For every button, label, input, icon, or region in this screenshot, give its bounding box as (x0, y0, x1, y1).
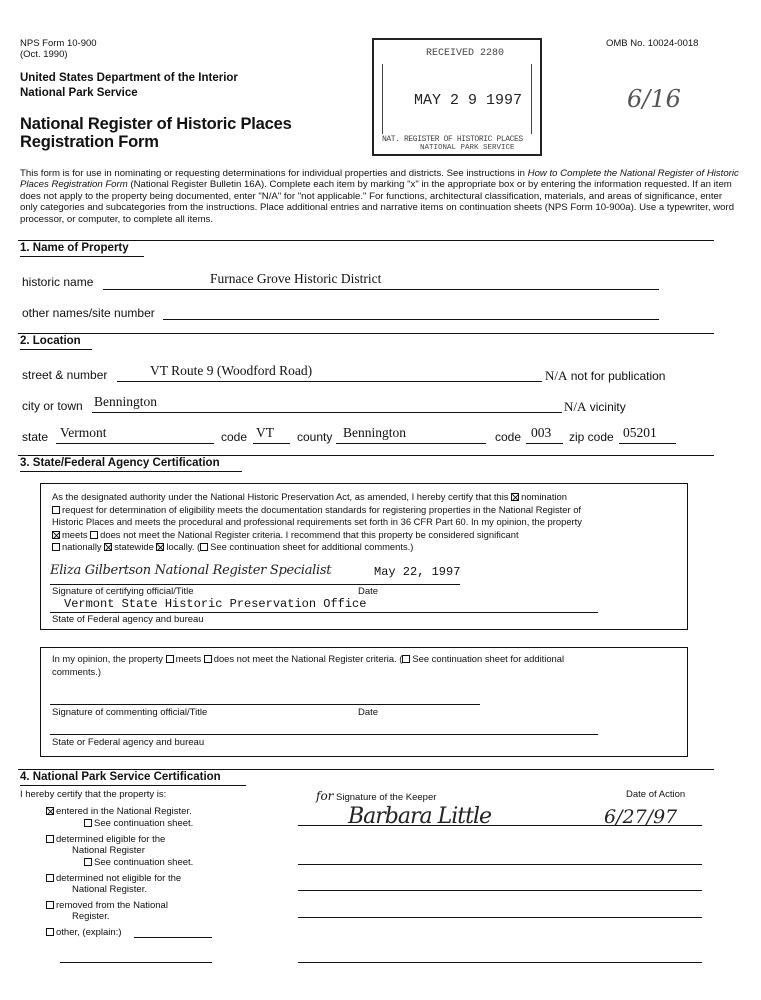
bureau-label: State or Federal agency and bureau (52, 737, 205, 748)
section1-heading: 1. Name of Property (20, 242, 129, 254)
nationally-checkbox[interactable] (52, 543, 60, 551)
opinion-meets-checkbox[interactable] (166, 655, 174, 663)
removed-option-line2: Register. (72, 911, 110, 922)
department: United States Department of the Interior (20, 72, 238, 84)
other-option: other, (explain:) (46, 927, 121, 938)
form-number: NPS Form 10-900 (20, 38, 97, 49)
historic-name-value[interactable]: Furnace Grove Historic District (210, 271, 382, 286)
service: National Park Service (20, 87, 138, 99)
other-names-label: other names/site number (22, 306, 155, 320)
stamp-line1: NAT. REGISTER OF HISTORIC PLACES (382, 135, 523, 144)
zip-value[interactable]: 05201 (623, 425, 657, 440)
vicinity: N/A vicinity (564, 399, 626, 414)
form-date: (Oct. 1990) (20, 49, 68, 60)
received-stamp (372, 38, 542, 156)
handwritten-note: 6/16 (627, 85, 681, 113)
state-label: state (22, 430, 49, 444)
city-value[interactable]: Bennington (94, 394, 157, 409)
certifying-date-label: Date (358, 586, 379, 597)
street-label: street & number (22, 368, 108, 382)
omb-number: OMB No. 10024-0018 (606, 38, 699, 49)
section2-heading: 2. Location (20, 335, 81, 347)
certifying-date: May 22, 1997 (374, 565, 461, 579)
county-code-label: code (495, 430, 522, 444)
see-continuation-1: See continuation sheet. (84, 818, 193, 829)
not-for-publication: N/A not for publication (545, 368, 666, 383)
eligible-option: determined eligible for the (46, 834, 165, 845)
city-label: city or town (22, 399, 83, 413)
see-continuation-2: See continuation sheet. (84, 857, 193, 868)
agency-value: Vermont State Historic Preservation Office (64, 597, 367, 611)
state-code-value[interactable]: VT (256, 425, 274, 440)
agency-label: State of Federal agency and bureau (52, 614, 204, 625)
street-value[interactable]: VT Route 9 (Woodford Road) (150, 363, 313, 378)
stamp-received: RECEIVED 2280 (426, 48, 505, 59)
section4-heading: 4. National Park Service Certification (20, 771, 221, 783)
commenting-signature-label: Signature of commenting official/Title (52, 707, 208, 718)
not-eligible-option: determined not eligible for the (46, 873, 181, 884)
stamp-date: MAY 2 9 1997 (414, 92, 523, 109)
request-checkbox[interactable] (52, 506, 60, 514)
opinion-continuation-checkbox[interactable] (402, 655, 410, 663)
not-eligible-checkbox[interactable] (46, 874, 54, 882)
entered-checkbox[interactable] (46, 807, 54, 815)
other-checkbox[interactable] (46, 928, 54, 936)
county-code-value[interactable]: 003 (531, 425, 552, 440)
entered-option: entered in the National Register. (46, 806, 192, 817)
date-of-action-label: Date of Action (626, 789, 686, 800)
removed-checkbox[interactable] (46, 901, 54, 909)
page-title: National Register of Historic Places (20, 115, 292, 133)
continuation-checkbox-4b[interactable] (84, 858, 92, 866)
county-value[interactable]: Bennington (343, 425, 406, 440)
section3-heading: 3. State/Federal Agency Certification (20, 457, 220, 469)
state-value[interactable]: Vermont (60, 425, 107, 440)
keeper-signature-label: for Signature of the Keeper (316, 789, 437, 803)
zip-label: zip code (569, 430, 614, 444)
commenting-date-label: Date (358, 707, 379, 718)
opinion-text: In my opinion, the property meets does not meet the National Register criteria. ( See continuation sheet for additional comments.) (52, 653, 565, 677)
continuation-checkbox-4a[interactable] (84, 819, 92, 827)
page-subtitle: Registration Form (20, 133, 159, 151)
stamp-line2: NATIONAL PARK SERVICE (420, 144, 515, 152)
eligible-option-line2: National Register (72, 845, 145, 856)
continuation-checkbox-3[interactable] (200, 543, 208, 551)
county-label: county (297, 430, 333, 444)
certifying-signature-label: Signature of certifying official/Title (52, 586, 194, 597)
locally-checkbox[interactable] (156, 543, 164, 551)
meets-checkbox[interactable] (52, 531, 60, 539)
historic-name-label: historic name (22, 275, 94, 289)
opinion-does-not-meet-checkbox[interactable] (204, 655, 212, 663)
nomination-checkbox[interactable] (511, 493, 519, 501)
state-code-label: code (221, 430, 248, 444)
action-date: 6/27/97 (604, 806, 678, 828)
certifying-signature: Eliza Gilbertson National Register Specialist (50, 563, 332, 578)
certification-text: As the designated authority under the National Historic Preservation Act, as amended, I hereby certify that this nomination request for determination of eligibility meets the documentation standards for registering properties in the National Register of Historic Places and meets the procedural and professional requirements set forth in 36 CFR Part 60. In my opinion, the property meets does not meet the National Register criteria. I recommend that this property be considered significant nationally statewide locally. ( See continuation sheet for additional comments.) (52, 491, 582, 552)
statewide-checkbox[interactable] (104, 543, 112, 551)
eligible-checkbox[interactable] (46, 835, 54, 843)
removed-option: removed from the National (46, 900, 168, 911)
does-not-meet-checkbox[interactable] (90, 531, 98, 539)
not-eligible-option-line2: National Register. (72, 884, 147, 895)
section4-intro: I hereby certify that the property is: (20, 789, 167, 800)
keeper-signature: Barbara Little (348, 804, 492, 829)
instructions: This form is for use in nominating or requesting determinations for individual properties and districts. See instructions in How to Complete the National Register of Historic Places Registration Form (National Register Bulletin 16A). Complete each item by marking "x" in the appropriate box or by entering the information requested. If an item does not apply to the property being documented, enter "N/A" for "not applicable." For functions, architectural classification, materials, and areas of significance, enter only categories and subcategories from the instructions. Place additional entries and narrative items on continuation sheets (NPS Form 10-900a). Use a typewriter, word processor, or computer, to complete all items. (20, 168, 739, 225)
